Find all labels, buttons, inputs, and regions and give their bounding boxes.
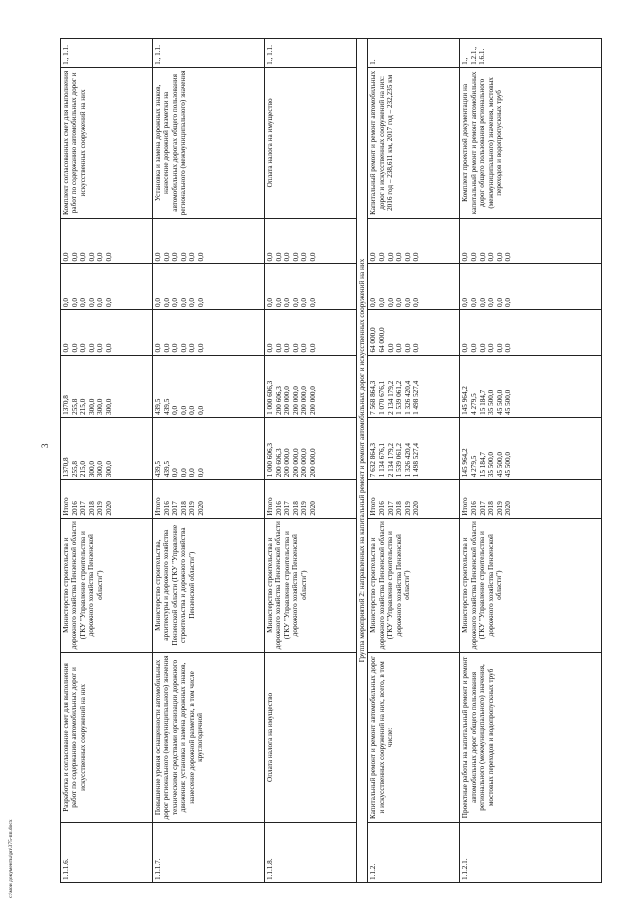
municipal-budget-value: 0,0: [378, 298, 386, 307]
regional-budget: [368, 355, 460, 417]
municipal-budget-value: 0,0: [104, 298, 113, 307]
other-sources-value: 0,0: [412, 252, 421, 262]
other-sources: [460, 218, 602, 264]
total-amount-value: 300,0: [96, 461, 105, 478]
footer-file-path: c:\мои документы\рп\375-пп.docx: [8, 819, 14, 898]
federal-budget-value: 0,0: [308, 343, 317, 353]
municipal-budget: [265, 264, 357, 310]
activity-id: 1.1.1.7.: [153, 823, 265, 883]
total-amount-value: 1 326 420,4: [403, 443, 412, 478]
year-column-value: 2018: [179, 501, 188, 516]
federal-budget: [61, 310, 153, 356]
activity-id: 1.1.1.6.: [61, 823, 153, 883]
other-sources-value: 0,0: [266, 252, 274, 262]
year-column-value: 2016: [274, 501, 283, 516]
regional-budget-value: 0,0: [188, 405, 197, 415]
year-column-value: 2017: [79, 501, 88, 516]
year-column-value: 2017: [283, 501, 292, 516]
executor: Министерство строительства и дорожного хозяйства Пензенской области (ГКУ "Управление строительства и дорожного хозяйства Пензенской области"): [265, 518, 357, 652]
regional-budget-value: 15 184,7: [478, 389, 487, 415]
year-column-value: Итого: [62, 497, 70, 516]
federal-budget-value: 0,0: [478, 343, 487, 353]
executor: Министерство строительства и дорожного хозяйства Пензенской области (ГКУ "Управление строительства и дорожного хозяйства Пензенской области"): [460, 518, 602, 652]
activity-row: [368, 39, 460, 883]
municipal-budget-value: 0,0: [266, 298, 274, 307]
executor: Министерство строительства и дорожного хозяйства Пензенской области (ГКУ "Управление строительства и дорожного хозяйства Пензенской области"): [368, 518, 460, 652]
total-amount-value: 1 000 606,3: [266, 443, 274, 478]
total-amount-value: 4 279,5: [470, 455, 478, 478]
year-column: [368, 480, 460, 518]
expected-result: Установка и замена дорожных знаков, нанесение дорожной разметки на автомобильных дорогах общего пользования регионального (межмуниципального) значения: [153, 67, 265, 218]
municipal-budget-value: 0,0: [504, 298, 513, 307]
total-amount-value: 200 000,0: [283, 448, 292, 478]
municipal-budget-value: 0,0: [395, 298, 404, 307]
federal-budget-value: 0,0: [412, 343, 421, 353]
group-row: [357, 39, 368, 883]
total-amount-value: 200 000,0: [300, 448, 309, 478]
federal-budget: [265, 310, 357, 356]
other-sources-value: 0,0: [495, 252, 504, 262]
year-column-value: 2017: [171, 501, 180, 516]
year-column-value: 2020: [104, 501, 113, 516]
year-column-value: 2016: [378, 501, 386, 516]
other-sources-value: 0,0: [96, 252, 105, 262]
regional-budget-value: 45 500,0: [495, 389, 504, 415]
year-column-value: 2016: [470, 501, 478, 516]
group-title: Группа мероприятий 2: направленных на капитальный ремонт и ремонт автомобильных дорог и искусственных сооружений на них: [357, 39, 368, 883]
other-sources-value: 0,0: [291, 252, 300, 262]
other-sources-value: 0,0: [369, 252, 378, 262]
other-sources-value: 0,0: [504, 252, 513, 262]
municipal-budget-value: 0,0: [274, 298, 283, 307]
total-amount-value: 439,5: [162, 461, 171, 478]
regional-budget-value: 200 000,0: [291, 386, 300, 415]
other-sources-value: 0,0: [378, 252, 386, 262]
municipal-budget-value: 0,0: [291, 298, 300, 307]
regional-budget-value: 300,0: [96, 398, 105, 415]
other-sources-value: 0,0: [478, 252, 487, 262]
federal-budget-value: 0,0: [403, 343, 412, 353]
regional-budget-value: 200 000,0: [300, 386, 309, 415]
federal-budget-value: 0,0: [96, 343, 105, 353]
regional-budget-value: 1 070 676,1: [378, 380, 386, 415]
regional-budget-value: 45 500,0: [504, 389, 513, 415]
regional-budget-value: 0,0: [171, 405, 180, 415]
federal-budget-value: 0,0: [162, 343, 171, 353]
municipal-budget-value: 0,0: [403, 298, 412, 307]
program-activities-table: [60, 38, 602, 883]
year-column-value: 2018: [395, 501, 404, 516]
indicator-link: 1., 1.2.1., 1.6.1.: [460, 39, 602, 68]
federal-budget: [153, 310, 265, 356]
municipal-budget-value: 0,0: [179, 298, 188, 307]
total-amount-value: 1 498 527,4: [412, 443, 421, 478]
total-amount-value: 0,0: [171, 468, 180, 478]
year-column-value: Итого: [154, 497, 162, 516]
municipal-budget-value: 0,0: [70, 298, 79, 307]
total-amount-value: 255,8: [70, 461, 79, 478]
other-sources-value: 0,0: [274, 252, 283, 262]
activity-name: Оплата налога на имущество: [265, 652, 357, 822]
regional-budget-value: 0,0: [196, 405, 205, 415]
federal-budget-value: 0,0: [461, 343, 470, 353]
year-column-value: 2018: [487, 501, 496, 516]
federal-budget-value: 0,0: [495, 343, 504, 353]
year-column-value: 2019: [495, 501, 504, 516]
regional-budget-value: 439,5: [154, 398, 162, 415]
other-sources-value: 0,0: [179, 252, 188, 262]
regional-budget-value: 35 500,0: [487, 389, 496, 415]
municipal-budget: [460, 264, 602, 310]
federal-budget-value: 0,0: [504, 343, 513, 353]
year-column-value: Итого: [461, 497, 470, 516]
total-amount-value: 300,0: [87, 461, 96, 478]
regional-budget: [153, 355, 265, 417]
executor: Министерство строительства и дорожного хозяйства Пензенской области (ГКУ "Управление строительства и дорожного хозяйства Пензенской области"): [61, 518, 153, 652]
expected-result: Капитальный ремонт и ремонт автомобильных дорог и искусственных сооружений на них: 2016 год – 238,611 км, 2017 год – 232,235 км: [368, 67, 460, 218]
activity-row: [61, 39, 153, 883]
federal-budget-value: 0,0: [283, 343, 292, 353]
federal-budget-value: 0,0: [386, 343, 395, 353]
municipal-budget: [153, 264, 265, 310]
federal-budget-value: 64 000,0: [378, 327, 386, 353]
other-sources-value: 0,0: [87, 252, 96, 262]
year-column-value: 2019: [96, 501, 105, 516]
federal-budget-value: 0,0: [179, 343, 188, 353]
regional-budget-value: 215,0: [79, 398, 88, 415]
year-column: [460, 480, 602, 518]
municipal-budget-value: 0,0: [461, 298, 470, 307]
regional-budget-value: 200 000,0: [283, 386, 292, 415]
municipal-budget-value: 0,0: [162, 298, 171, 307]
total-amount-value: 35 500,0: [487, 452, 496, 478]
federal-budget-value: 0,0: [62, 343, 70, 353]
federal-budget-value: 0,0: [79, 343, 88, 353]
federal-budget: [460, 310, 602, 356]
activity-id: 1.1.1.8.: [265, 823, 357, 883]
other-sources-value: 0,0: [461, 252, 470, 262]
activity-name: Проектные работы на капитальный ремонт и ремонт автомобильных дорог общего пользования регионального (межмуниципального) значения, мостовых переходов и водопропускных труб: [460, 652, 602, 822]
federal-budget-value: 0,0: [291, 343, 300, 353]
federal-budget-value: 0,0: [171, 343, 180, 353]
total-amount-value: 1370,8: [62, 457, 70, 478]
regional-budget: [61, 355, 153, 417]
federal-budget-value: 64 000,0: [369, 327, 378, 353]
municipal-budget-value: 0,0: [87, 298, 96, 307]
other-sources-value: 0,0: [283, 252, 292, 262]
total-amount-value: 215,0: [79, 461, 88, 478]
executor: Министерство строительства, архитектуры и дорожного хозяйства Пензенской области (ГКУ "Управление строительства и дорожного хозяйства Пензенской области"): [153, 518, 265, 652]
regional-budget-value: 4 279,5: [470, 393, 478, 415]
total-amount-value: 2 134 179,2: [386, 443, 395, 478]
other-sources-value: 0,0: [70, 252, 79, 262]
regional-budget-value: 145 964,2: [461, 386, 470, 415]
other-sources-value: 0,0: [188, 252, 197, 262]
regional-budget: [265, 355, 357, 417]
expected-result: Оплата налога на имущество: [265, 67, 357, 218]
regional-budget-value: 439,5: [162, 398, 171, 415]
other-sources-value: 0,0: [470, 252, 478, 262]
municipal-budget-value: 0,0: [308, 298, 317, 307]
municipal-budget-value: 0,0: [196, 298, 205, 307]
expected-result: Комплект проектной документации на капитальный ремонт и ремонт автомобильных дорог общего пользования регионального (межмуниципального) значения, мостовых переходов и водопропускных труб: [460, 67, 602, 218]
expected-result: Комплект согласованных смет для выполнения работ по содержанию автомобильных дорог и искусственных сооружений на них: [61, 67, 153, 218]
regional-budget-value: 1 000 606,3: [266, 380, 274, 415]
activity-name: Разработка и согласование смет для выполнения работ по содержанию автомобильных дорог и искусственных сооружений на них: [61, 652, 153, 822]
federal-budget-value: 0,0: [188, 343, 197, 353]
federal-budget-value: 0,0: [395, 343, 404, 353]
municipal-budget: [368, 264, 460, 310]
total-amount: [153, 417, 265, 479]
activity-row: [460, 39, 602, 883]
indicator-link: 1., 1.1.: [153, 39, 265, 68]
indicator-link: 1.: [368, 39, 460, 68]
other-sources-value: 0,0: [154, 252, 162, 262]
other-sources: [61, 218, 153, 264]
indicator-link: 1., 1.1.: [61, 39, 153, 68]
other-sources: [153, 218, 265, 264]
municipal-budget-value: 0,0: [154, 298, 162, 307]
total-amount-value: 145 964,2: [461, 448, 470, 478]
year-column-value: 2016: [70, 501, 79, 516]
municipal-budget-value: 0,0: [369, 298, 378, 307]
total-amount: [265, 417, 357, 479]
total-amount-value: 439,5: [154, 461, 162, 478]
other-sources-value: 0,0: [162, 252, 171, 262]
total-amount: [460, 417, 602, 479]
regional-budget-value: 0,0: [179, 405, 188, 415]
other-sources-value: 0,0: [171, 252, 180, 262]
total-amount-value: 0,0: [196, 468, 205, 478]
year-column-value: 2019: [300, 501, 309, 516]
rotated-table-sheet: [60, 38, 622, 883]
page-number: 3: [40, 443, 50, 448]
municipal-budget-value: 0,0: [283, 298, 292, 307]
regional-budget-value: 1370,8: [62, 395, 70, 415]
year-column: [153, 480, 265, 518]
municipal-budget-value: 0,0: [79, 298, 88, 307]
other-sources-value: 0,0: [104, 252, 113, 262]
total-amount-value: 300,0: [104, 461, 113, 478]
federal-budget-value: 0,0: [266, 343, 274, 353]
total-amount-value: 0,0: [179, 468, 188, 478]
activity-id: 1.1.2.: [368, 823, 460, 883]
regional-budget-value: 255,8: [70, 398, 79, 415]
year-column-value: 2018: [291, 501, 300, 516]
federal-budget-value: 0,0: [487, 343, 496, 353]
total-amount-value: 7 632 864,3: [369, 443, 378, 478]
total-amount-value: 45 500,0: [504, 452, 513, 478]
indicator-link: 1., 1.1.: [265, 39, 357, 68]
other-sources-value: 0,0: [395, 252, 404, 262]
regional-budget-value: 1 498 527,4: [412, 380, 421, 415]
federal-budget-value: 0,0: [87, 343, 96, 353]
federal-budget-value: 0,0: [196, 343, 205, 353]
other-sources-value: 0,0: [62, 252, 70, 262]
total-amount-value: 0,0: [188, 468, 197, 478]
other-sources-value: 0,0: [403, 252, 412, 262]
regional-budget: [460, 355, 602, 417]
year-column-value: 2019: [403, 501, 412, 516]
total-amount-value: 1 134 676,1: [378, 443, 386, 478]
regional-budget-value: 200 606,3: [274, 386, 283, 415]
year-column-value: Итого: [266, 497, 274, 516]
year-column-value: Итого: [369, 497, 378, 516]
federal-budget: [368, 310, 460, 356]
municipal-budget-value: 0,0: [478, 298, 487, 307]
year-column: [265, 480, 357, 518]
federal-budget-value: 0,0: [154, 343, 162, 353]
activity-name: Капитальный ремонт и ремонт автомобильных дорог и искусственных сооружений на них, всего, в том числе:: [368, 652, 460, 822]
other-sources-value: 0,0: [308, 252, 317, 262]
municipal-budget-value: 0,0: [412, 298, 421, 307]
year-column-value: 2020: [196, 501, 205, 516]
municipal-budget-value: 0,0: [386, 298, 395, 307]
regional-budget-value: 300,0: [87, 398, 96, 415]
total-amount-value: 200 000,0: [308, 448, 317, 478]
year-column-value: 2018: [87, 501, 96, 516]
municipal-budget-value: 0,0: [96, 298, 105, 307]
regional-budget-value: 1 539 061,2: [395, 380, 404, 415]
year-column-value: 2016: [162, 501, 171, 516]
municipal-budget-value: 0,0: [171, 298, 180, 307]
total-amount-value: 45 500,0: [495, 452, 504, 478]
total-amount-value: 200 000,0: [291, 448, 300, 478]
total-amount-value: 15 184,7: [478, 452, 487, 478]
year-column-value: 2020: [308, 501, 317, 516]
federal-budget-value: 0,0: [70, 343, 79, 353]
total-amount-value: 1 539 061,2: [395, 443, 404, 478]
year-column-value: 2019: [188, 501, 197, 516]
other-sources-value: 0,0: [196, 252, 205, 262]
regional-budget-value: 300,0: [104, 398, 113, 415]
other-sources-value: 0,0: [79, 252, 88, 262]
activity-row: [265, 39, 357, 883]
municipal-budget-value: 0,0: [487, 298, 496, 307]
regional-budget-value: 2 134 179,2: [386, 380, 395, 415]
other-sources: [265, 218, 357, 264]
year-column-value: 2017: [386, 501, 395, 516]
federal-budget-value: 0,0: [300, 343, 309, 353]
federal-budget-value: 0,0: [470, 343, 478, 353]
regional-budget-value: 7 568 864,3: [369, 380, 378, 415]
municipal-budget-value: 0,0: [62, 298, 70, 307]
federal-budget-value: 0,0: [104, 343, 113, 353]
total-amount: [61, 417, 153, 479]
municipal-budget-value: 0,0: [300, 298, 309, 307]
year-column: [61, 480, 153, 518]
municipal-budget-value: 0,0: [188, 298, 197, 307]
activity-row: [153, 39, 265, 883]
regional-budget-value: 200 000,0: [308, 386, 317, 415]
other-sources-value: 0,0: [300, 252, 309, 262]
activity-name: Повышение уровня оснащенности автомобильных дорог регионального (межмуниципального) значения техническими средствами организации дорожного движения: установка и замена дорожных знаков, нанесение дорожной разметки, в том числе круглогодичной: [153, 652, 265, 822]
municipal-budget-value: 0,0: [495, 298, 504, 307]
total-amount: [368, 417, 460, 479]
other-sources: [368, 218, 460, 264]
other-sources-value: 0,0: [386, 252, 395, 262]
year-column-value: 2020: [412, 501, 421, 516]
municipal-budget-value: 0,0: [470, 298, 478, 307]
federal-budget-value: 0,0: [274, 343, 283, 353]
other-sources-value: 0,0: [487, 252, 496, 262]
total-amount-value: 200 606,3: [274, 448, 283, 478]
regional-budget-value: 1 326 420,4: [403, 380, 412, 415]
municipal-budget: [61, 264, 153, 310]
activity-id: 1.1.2.1.: [460, 823, 602, 883]
year-column-value: 2020: [504, 501, 513, 516]
year-column-value: 2017: [478, 501, 487, 516]
